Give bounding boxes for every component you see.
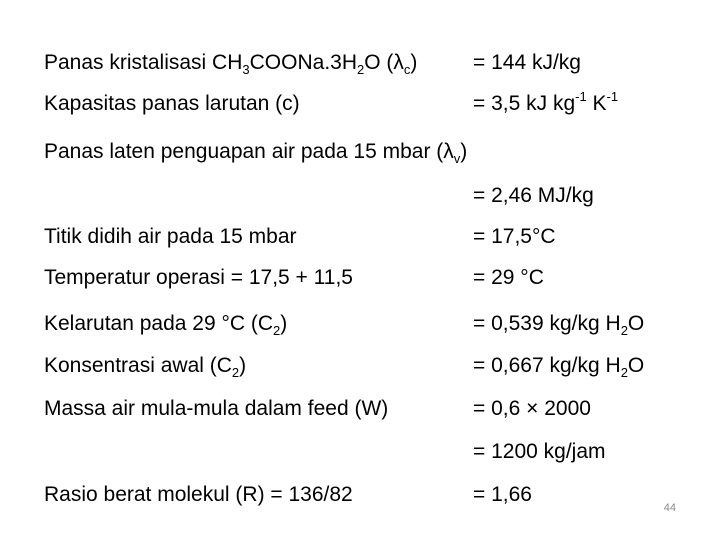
latent-heat-evaporation-label: Panas laten penguapan air pada 15 mbar $(\lambda_v)$ [44,140,468,166]
initial-water-mass-label: Massa air mula-mula dalam feed (W) [44,397,389,420]
molecular-weight-ratio-label: Rasio berat molekul (R) = 136/82 [44,483,353,506]
molecular-weight-ratio-value: = 1,66 [473,483,532,506]
operating-temperature-value: = 29 °C [473,266,544,289]
initial-water-mass-calc: = 0,6 × 2000 [473,397,591,420]
latent-heat-evaporation-value: = 2,46 MJ/kg [473,184,594,207]
initial-concentration-label: Konsentrasi awal $(C_2)$ [44,354,247,380]
boiling-point-label: Titik didih air pada 15 mbar [44,225,297,248]
boiling-point-value: = 17,5°C [473,225,556,248]
initial-water-mass-value: = 1200 kg/jam [473,440,606,463]
solubility-label: Kelarutan pada 29 °C $(C_2)$ [44,312,288,338]
heat-of-crystallization-value: = 144 kJ/kg [473,51,581,74]
heat-of-crystallization-label: Panas kristalisasi $CH_3COONa.3H_2O$ $(\lambda_c)$ [44,51,418,77]
solution-heat-capacity-value: = 3,5 kJ $kg^{-1}$ $K^{-1}$ [473,89,619,115]
page-number: 44 [663,502,676,514]
solubility-value: = 0,539 kg/kg $H_2O$ [473,312,645,338]
operating-temperature-label: Temperatur operasi = 17,5 + 11,5 [44,266,353,289]
initial-concentration-value: = 0,667 kg/kg $H_2O$ [473,354,645,380]
solution-heat-capacity-label: Kapasitas panas larutan (c) [44,92,300,115]
